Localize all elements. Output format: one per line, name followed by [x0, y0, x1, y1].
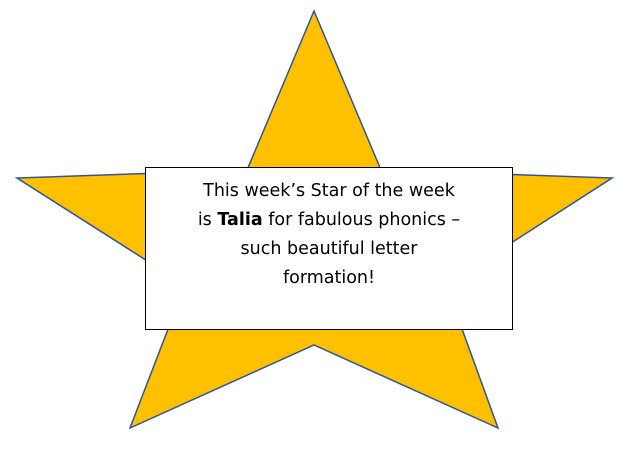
star-of-the-week-callout: [145, 167, 513, 330]
callout-line-2-suffix: for fabulous phonics –: [262, 210, 461, 230]
callout-line-4: formation!: [282, 268, 376, 288]
callout-message: [159, 177, 499, 293]
callout-line-3: such beautiful letter: [240, 239, 418, 259]
callout-line-2: [159, 206, 499, 235]
student-name: Talia: [217, 210, 263, 230]
callout-line-2-prefix: is: [197, 210, 218, 230]
callout-line-1: This week’s Star of the week: [203, 181, 455, 201]
